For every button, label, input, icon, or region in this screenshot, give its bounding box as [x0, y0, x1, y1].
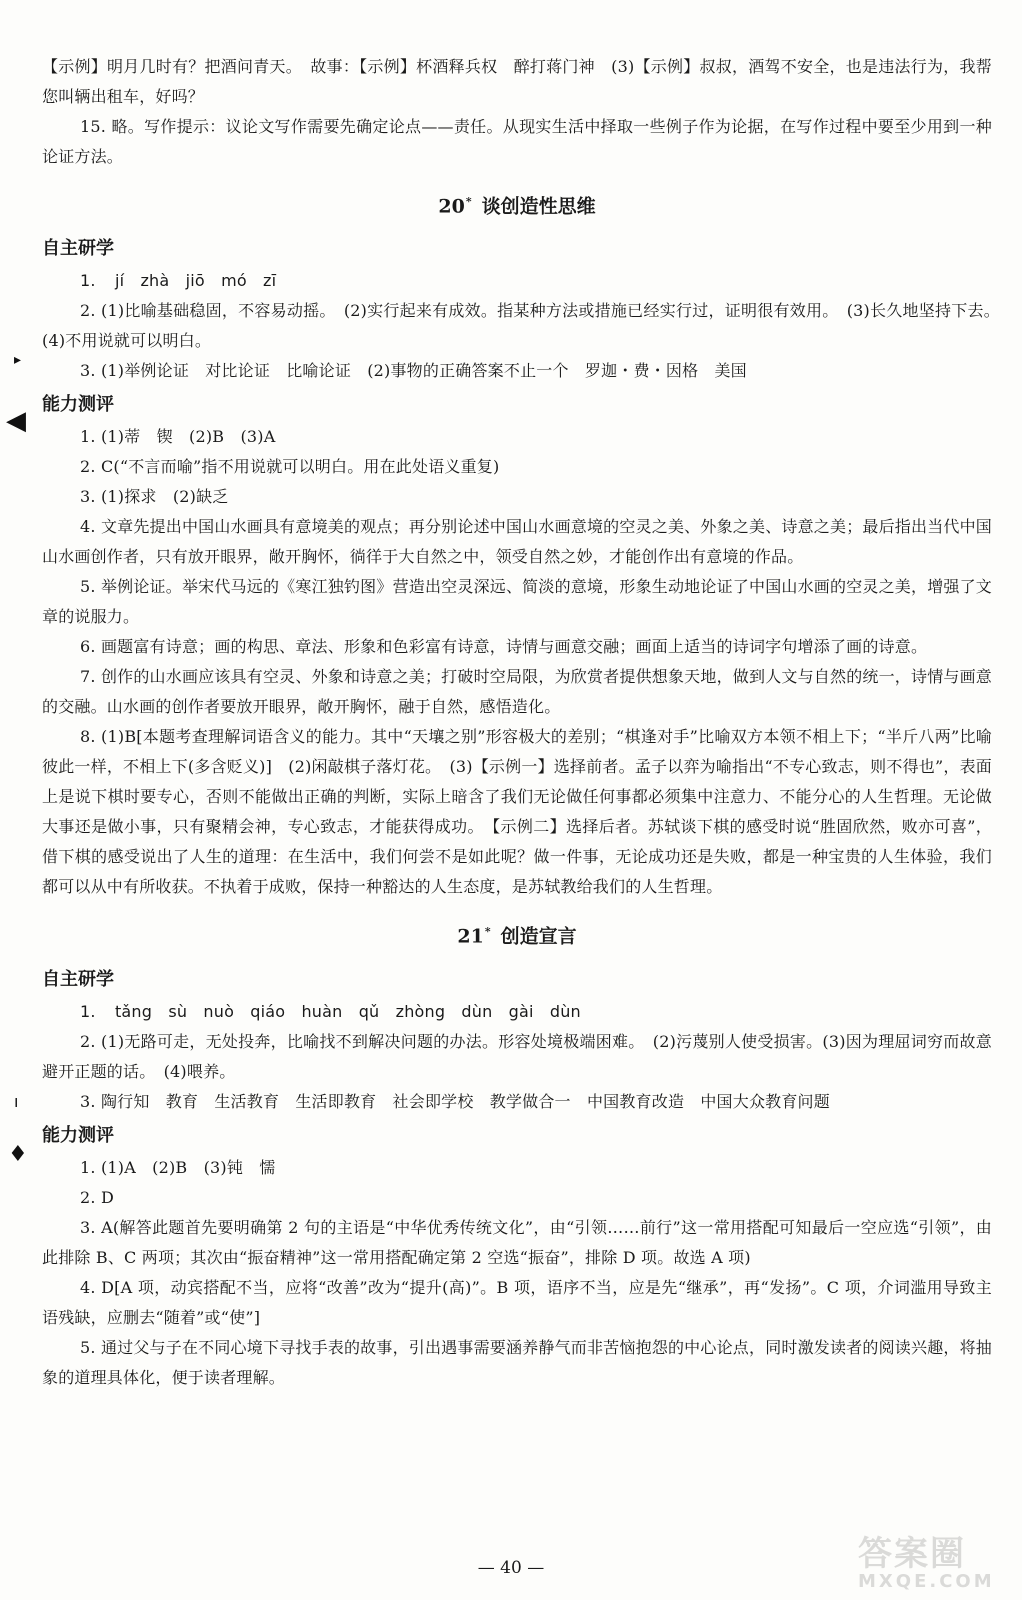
- answer-item: 1. (1)A (2)B (3)钝 懦: [80, 1157, 276, 1177]
- answer-item: 3. A(解答此题首先要明确第 2 句的主语是“中华优秀传统文化”，由“引领……前行”这一常用搭配可知最后一空应选“引领”，由此排除 B、C 两项；其次由“振奋精神”这一常用搭配确定第 2 空选“振奋”，排除 D 项。故选 A 项): [42, 1217, 992, 1267]
- lesson-21-title: [42, 912, 992, 956]
- star-mark: *: [484, 925, 491, 939]
- answer-item: 7. 创作的山水画应该具有空灵、外象和诗意之美；打破时空局限，为欣赏者提供想象天地，做到人文与自然的统一，诗情与画意的交融。山水画的创作者要放开眼界，敞开胸怀，融于自然，感悟造化。: [42, 667, 992, 717]
- answer-15: 15. 略。写作提示：议论文写作需要先确定论点——责任。从现实生活中择取一些例子作为论据，在写作过程中要至少用到一种论证方法。: [42, 117, 992, 166]
- margin-mark: ▸: [14, 352, 22, 368]
- margin-mark: ı: [14, 1092, 19, 1111]
- lesson-20-title: [42, 182, 992, 226]
- watermark-logo: [858, 1526, 1008, 1592]
- lesson-number: 20: [438, 195, 465, 218]
- answer-content: [42, 52, 1009, 1393]
- watermark-url: MXQE.COM: [858, 1571, 995, 1592]
- answer-item: 5. 通过父与子在不同心境下寻找手表的故事，引出遇事需要涵养静气而非苦恼抱怨的中心论点，同时激发读者的阅读兴趣，将抽象的道理具体化，便于读者理解。: [42, 1337, 992, 1387]
- section-heading-self-study: 自主研学: [42, 968, 114, 990]
- answer-continuation: 【示例】明月几时有？把酒问青天。 故事：【示例】杯酒释兵权 醉打蒋门神 (3)【示例】叔叔，酒驾不安全，也是违法行为，我帮您叫辆出租车，好吗？: [42, 57, 992, 106]
- answer-item: 2. C(“不言而喻”指不用说就可以明白。用在此处语义重复): [80, 457, 500, 477]
- answer-item: 4. 文章先提出中国山水画具有意境美的观点；再分别论述中国山水画意境的空灵之美、外象之美、诗意之美；最后指出当代中国山水画创作者，只有放开眼界，敞开胸怀，徜徉于大自然之中，领受自然之妙，才能创作出有意境的作品。: [42, 517, 992, 567]
- lesson-number: 21: [457, 925, 484, 948]
- answer-item: 5. 举例论证。举宋代马远的《寒江独钓图》营造出空灵深远、简淡的意境，形象生动地论证了中国山水画的空灵之美，增强了文章的说服力。: [42, 577, 992, 627]
- answer-item: 1. (1)蒂 锲 (2)B (3)A: [80, 427, 276, 447]
- lesson-name: 创造宣言: [500, 925, 577, 948]
- answer-item: 4. D[A 项，动宾搭配不当，应将“改善”改为“提升(高)”。B 项，语序不当，应是先“继承”，再“发扬”。C 项，介词滥用导致主语残缺，应删去“随着”或“使”]: [42, 1277, 992, 1327]
- section-heading-self-study: 自主研学: [42, 238, 114, 260]
- star-mark: *: [465, 195, 472, 208]
- page-number: — 40 —: [477, 1558, 545, 1578]
- margin-mark: ♦: [8, 1142, 28, 1167]
- answer-pinyin: 1. jí zhà jiō mó zī: [80, 271, 277, 291]
- lesson-name: 谈创造性思维: [481, 195, 596, 218]
- answer-item: 8. (1)B[本题考查理解词语含义的能力。其中“天壤之别”形容极大的差别；“棋逢对手”比喻双方本领不相上下；“半斤八两”比喻彼此一样，不相上下(多含贬义)] (2)闲敲棋子落灯花。 (3)【示例一】选择前者。孟子以弈为喻指出“不专心致志，则不得也”，表面上是说下棋时要专心，否则不能做出正确的判断，实际上暗含了我们无论做任何事都必须集中注意力、不能分心的人生哲理。无论做大事还是做小事，只有聚精会神，专心致志，才能获得成功。 【示例二】选择后者。苏轼谈下棋的感受时说“胜固欣然，败亦可喜”，借下棋的感受说出了人生的道理：在生活中，我们何尝不是如此呢？做一件事，无论成功还是失败，都是一种宝贵的人生体验，我们都可以从中有所收获。不执着于成败，保持一种豁达的人生态度，是苏轼教给我们的人生哲理。: [42, 727, 992, 897]
- section-heading-ability: 能力测评: [42, 1124, 114, 1146]
- answer-item: 2. (1)无路可走，无处投奔，比喻找不到解决问题的办法。形容处境极端困难。 (2)污蔑别人使受损害。(3)因为理屈词穷而故意避开正题的话。 (4)喂养。: [42, 1031, 992, 1081]
- answer-item: 2. (1)比喻基础稳固，不容易动摇。 (2)实行起来有成效。指某种方法或措施已经实行过，证明很有效用。 (3)长久地坚持下去。 (4)不用说就可以明白。: [42, 301, 1009, 351]
- answer-item: 2. D: [80, 1187, 114, 1207]
- answer-pinyin: 1. tǎng sù nuò qiáo huàn qǔ zhòng dùn gài dùn: [80, 1001, 581, 1021]
- answer-item: 3. (1)探求 (2)缺乏: [80, 487, 229, 507]
- watermark-text: 答案圈: [858, 1534, 966, 1574]
- margin-mark: ◀: [6, 406, 26, 436]
- answer-item: 3. (1)举例论证 对比论证 比喻论证 (2)事物的正确答案不止一个 罗迦・费・因格 美国: [80, 361, 747, 381]
- section-heading-ability: 能力测评: [42, 394, 114, 416]
- answer-item: 3. 陶行知 教育 生活教育 生活即教育 社会即学校 教学做合一 中国教育改造 中国大众教育问题: [80, 1091, 830, 1111]
- answer-item: 6. 画题富有诗意；画的构思、章法、形象和色彩富有诗意，诗情与画意交融；画面上适当的诗词字句增添了画的诗意。: [80, 637, 928, 657]
